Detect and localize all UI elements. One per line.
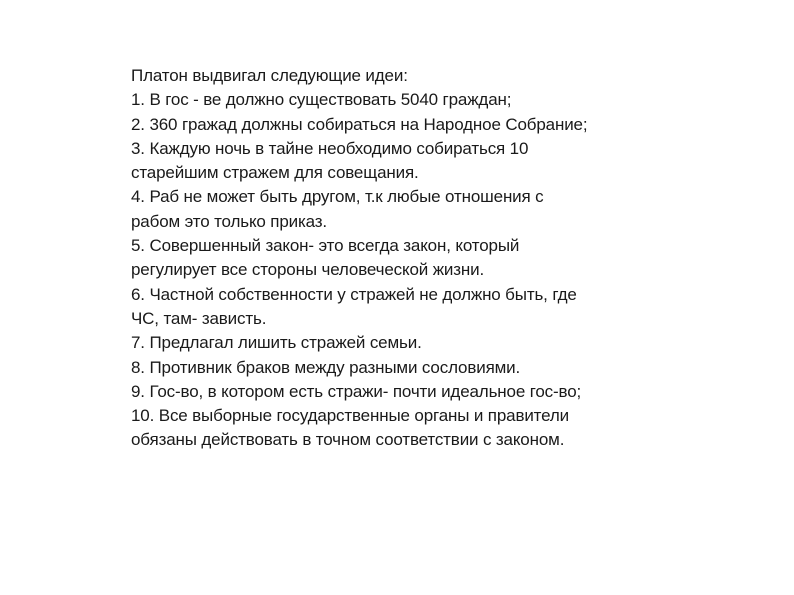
text-line-4a: 4. Раб не может быть другом, т.к любые отношения с xyxy=(131,187,544,207)
text-line-1: 1. В гос - ве должно существовать 5040 граждан; xyxy=(131,90,512,110)
text-line-8: 8. Противник браков между разными сословиями. xyxy=(131,357,521,377)
text-line-heading: Платон выдвигал следующие идеи: xyxy=(131,66,408,85)
text-line-2: 2. 360 гражад должны собираться на Народное Собрание; xyxy=(131,114,588,134)
text-line-6a: 6. Частной собственности у стражей не должно быть, где xyxy=(131,284,577,304)
text-line-10b: обязаны действовать в точном соответствии с законом. xyxy=(131,430,565,450)
text-line-9: 9. Гос-во, в котором есть стражи- почти идеальное гос-во; xyxy=(131,381,582,401)
text-line-10a: 10. Все выборные государственные органы и правители xyxy=(131,406,569,426)
text-line-6b: ЧС, там- зависть. xyxy=(131,308,267,328)
text-line-5a: 5. Совершенный закон- это всегда закон, который xyxy=(131,236,520,256)
text-line-3a: 3. Каждую ночь в тайне необходимо собираться 10 xyxy=(131,138,529,158)
text-line-4b: рабом это только приказ. xyxy=(131,211,327,231)
text-block xyxy=(131,64,691,453)
text-line-7: 7. Предлагал лишить стражей семьи. xyxy=(131,333,422,353)
text-line-3b: старейшим стражем для совещания. xyxy=(131,163,419,183)
text-line-5b: регулирует все стороны человеческой жизни. xyxy=(131,260,485,280)
